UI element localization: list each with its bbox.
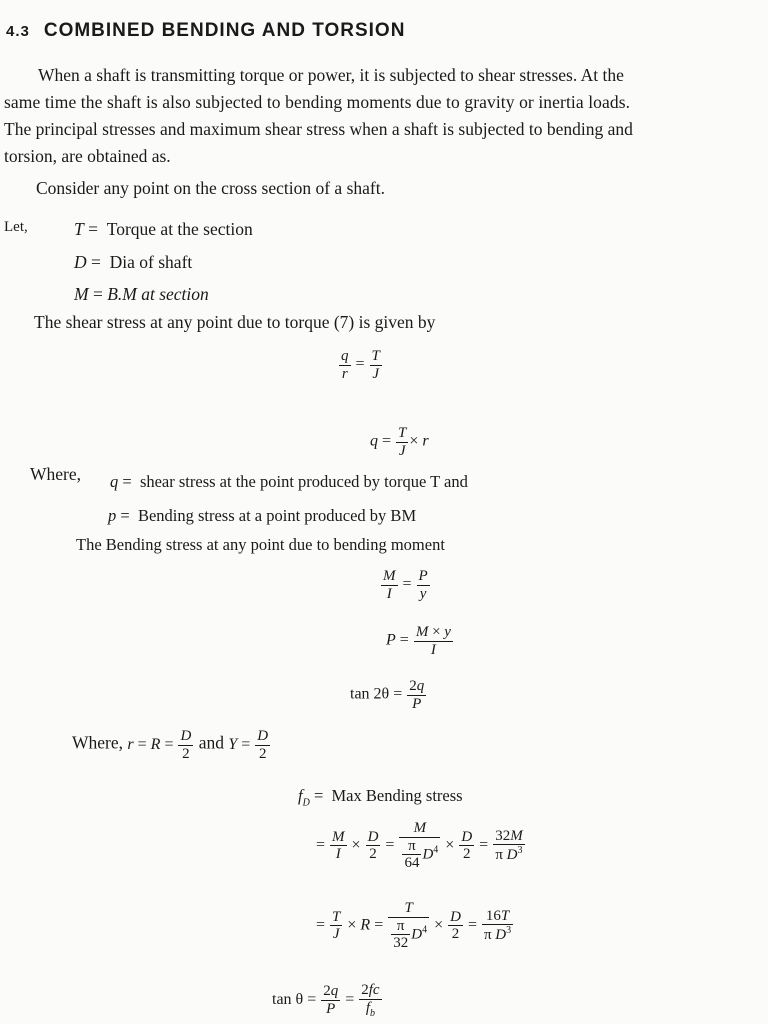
- definition-text: Torque at the section: [106, 219, 253, 239]
- intro-paragraph: [4, 62, 749, 170]
- intro-line-1: When a shaft is transmitting torque or power, it is subjected to shear stresses. At the: [38, 65, 624, 85]
- equation-shear-expansion: = $\frac{T}{J}$ × R = T $\frac{\pi}{32}$ $D^4$ × $\frac{D}{2}$ = $\frac{16T}{\pi D^3}$: [316, 900, 512, 951]
- let-label: Let,: [4, 219, 28, 235]
- definition-text: Dia of shaft: [109, 252, 193, 272]
- definition-symbol: D: [74, 252, 87, 272]
- definition-row: M = B.M at section: [74, 284, 209, 304]
- intro-line-4: torsion, are obtained as.: [4, 146, 171, 166]
- definition-symbol: T: [74, 219, 84, 239]
- fd-label: Max Bending stress: [331, 786, 463, 805]
- equation-fd-expansion: = $\frac{M}{I}$ × $\frac{D}{2}$ = M $\frac{\pi}{64}$ $D^4$ × $\frac{D}{2}$ = $\frac{32M}{\pi D^3}$: [316, 820, 523, 871]
- where-label: Where,: [30, 464, 82, 484]
- section-heading: [6, 20, 405, 42]
- intro-line-3: The principal stresses and maximum shear stress when a shaft is subjected to bending and: [4, 119, 633, 139]
- equation-q-over-r: $\frac{q}{r}$ = $\frac{T}{J}$: [341, 348, 380, 382]
- section-title: COMBINED BENDING AND TORSION: [43, 20, 406, 41]
- definition-row: D = Dia of shaft: [74, 252, 193, 272]
- intro-line-2: same time the shaft is also subjected to bending moments due to gravity or inertia loads.: [4, 92, 631, 112]
- where-p-row: p = Bending stress at a point produced by BM: [108, 506, 417, 525]
- equation-m-over-i: $\frac{M}{I}$ = $\frac{P}{y}$: [383, 568, 428, 602]
- definition-symbol: M: [74, 284, 89, 304]
- definition-row: T = Torque at the section: [74, 219, 253, 239]
- where-q-text: shear stress at the point produced by torque T and: [139, 472, 468, 491]
- where2-label: Where,: [72, 732, 124, 753]
- definition-text: B.M at section: [107, 284, 209, 304]
- where-p-text: Bending stress at a point produced by BM: [137, 506, 417, 525]
- equation-tan-2theta: tan 2θ = $\frac{2q}{P}$: [350, 678, 425, 712]
- shear-intro-line: The shear stress at any point due to torque (7) is given by: [34, 312, 436, 332]
- where-q-row: q = shear stress at the point produced by torque T and: [110, 472, 468, 491]
- and-word: and: [198, 732, 224, 753]
- equation-tan-theta: tan θ = $\frac{2q}{P}$ = $\frac{2fc}{f_b}$: [272, 982, 380, 1019]
- equation-p: P = $\frac{M \times y}{I}$: [386, 624, 451, 658]
- equation-q: q = $\frac{T}{J}$ × r: [370, 425, 429, 459]
- consider-line: Consider any point on the cross section of a shaft.: [36, 178, 385, 198]
- where2-row: Where, r = R = $\frac{D}{2}$ and Y = $\frac{D}{2}$: [72, 728, 269, 762]
- fd-row: $f_D$ = Max Bending stress: [298, 786, 463, 809]
- bending-intro-line: The Bending stress at any point due to bending moment: [76, 535, 445, 554]
- section-number: 4.3: [6, 23, 30, 40]
